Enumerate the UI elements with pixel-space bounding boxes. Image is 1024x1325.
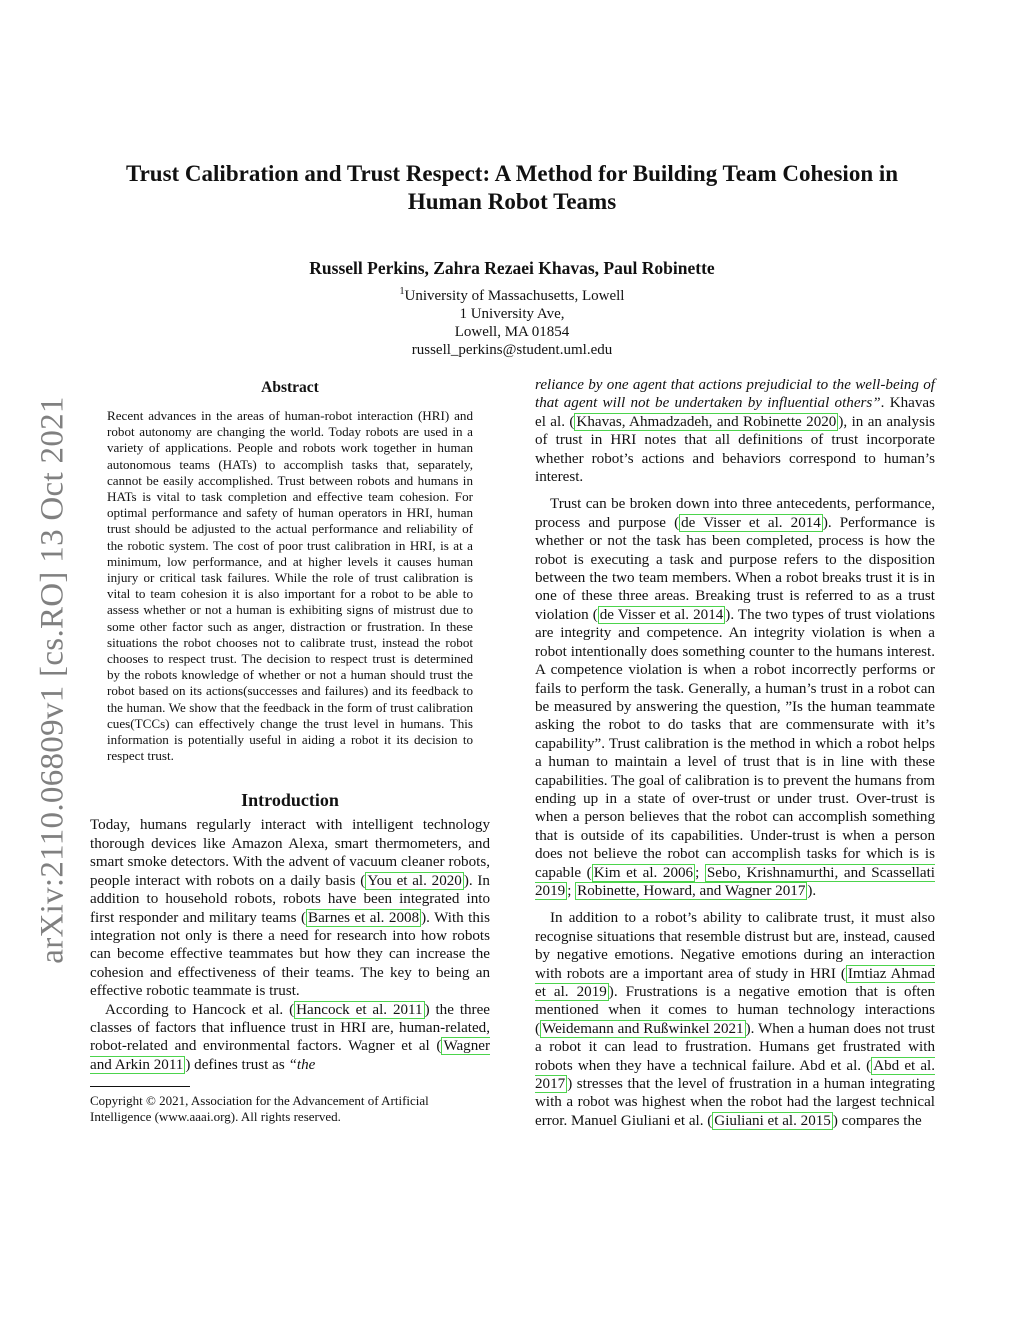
abstract-heading: Abstract bbox=[261, 379, 319, 396]
right-column bbox=[535, 376, 935, 1130]
right-p3-text-d: ). When a human does not trust a robot it can lead to frustration. Humans get frustrated with robots when they have a technical failure. Abd et al. ( bbox=[535, 1020, 935, 1074]
abstract-text: Recent advances in the areas of human-robot interaction (HRI) and robot autonomy are changing the world. Today robots are used in a variety of applications. People and robots work together in human autonomous teams (HATs) to accomplish tasks that, separately, cannot be easily accomplished. Trust between robots and humans in HATs is vital to task completion and effective team cohesion. For optimal performance and safety of human operators in HRI, human trust should be adjusted to the actual performance and reliability of the robotic system. The cost of poor trust calibration in HRI, is at a minimum, low performance, and at higher levels it causes human injury or critical task failures. While the role of trust calibration is vital to team cohesion it is also important for a robot to be able to assess whether or not a human is exhibiting signs of mistrust due to some other factor such as anger, distraction or frustration. In these situations the robot chooses not to calibrate trust, instead the robot chooses to respect trust. The decision to respect trust is determined by the robots knowledge of whether or not a human should trust the robot based on its actions(successes and failures) and its feedback to the human. We show that the feedback in the form of trust calibration cues(TCCs) can effectively change the trust level in humans. This information is potentially useful in aiding a robot it its decision to respect trust. bbox=[107, 408, 473, 764]
paper-title: Trust Calibration and Trust Respect: A Method for Building Team Cohesion in Human Robot Teams bbox=[125, 161, 899, 214]
right-p3-text-e: ) stresses that the level of frustration in a human integrating with a robot was highest when the robot had the largest technical error. Manuel Giuliani et al. ( bbox=[535, 1076, 935, 1129]
citation-link[interactable]: de Visser et al. 2014 bbox=[681, 514, 821, 531]
citation-link[interactable]: Sebo, Krishnamurthi, and Scassellati 2019 bbox=[535, 864, 935, 899]
affiliation-marker: 1 bbox=[399, 286, 405, 297]
citation-link[interactable]: Wagner and Arkin 2011 bbox=[90, 1038, 490, 1073]
citation-link[interactable]: Giuliani et al. 2015 bbox=[714, 1112, 831, 1129]
citation-link[interactable]: Weidemann and Rußwinkel 2021 bbox=[542, 1020, 744, 1037]
arxiv-stamp bbox=[28, 360, 78, 1000]
right-p1-text-b: . Khavas el al. ( bbox=[535, 395, 935, 430]
institution-name: University of Massachusetts, Lowell bbox=[404, 288, 625, 304]
right-p3-text-a: In addition to a robot’s ability to calibrate trust, it must also recognise situations that resemble distrust but are, instead, caused by negative emotions. Negative emotions during an interaction with robots are a important area of study in HRI ( bbox=[535, 910, 935, 982]
right-paragraph-1 bbox=[535, 376, 935, 486]
introduction-heading: Introduction bbox=[241, 790, 339, 811]
right-paragraph-2 bbox=[535, 495, 935, 900]
citation-link[interactable]: Imtiaz Ahmad et al. 2019 bbox=[535, 965, 935, 1000]
citation-link[interactable]: Khavas, Ahmadzadeh, and Robinette 2020 bbox=[576, 413, 837, 430]
right-paragraph-3 bbox=[535, 909, 935, 1130]
affiliation-street: 1 University Ave, bbox=[459, 306, 565, 322]
affiliation-institution bbox=[90, 283, 934, 305]
citation-link[interactable]: You et al. 2020 bbox=[367, 872, 462, 889]
right-p2-text-d: ). The two types of trust violations are integrity and competence. An integrity violation is when a robot intentionally does something counter to the humans interest. A competence violation is when a robot incorrectly performs or fails to perform the task. Generally, a human’s trust in a robot can be measured by answering the question, ”Is the human teammate asking the robot to do tasks that are commensurate with it’s capability”. Trust calibration is the method in which a robot helps a human to maintain a level of trust that is in line with these capabilities. The goal of calibration is to prevent the humans from ending up in a state of over-trust or under trust. Over-trust is when a person believes that the robot can accomplish something that is outside of its capabilities. Under-trust is when a person does not believe the robot can accomplish tasks for which is is capable ( bbox=[535, 606, 935, 881]
author-list: Russell Perkins, Zahra Rezaei Khavas, Paul Robinette bbox=[309, 258, 715, 278]
citation-link[interactable]: Robinette, Howard, and Wagner 2017 bbox=[577, 882, 806, 899]
copyright-footnote: Copyright © 2021, Association for the Advancement of Artificial Intelligence (www.aaai.org). All rights reserved. bbox=[90, 1093, 429, 1125]
affiliation-block bbox=[90, 283, 934, 359]
arxiv-stamp-text: arXiv:2110.06809v1 [cs.RO] 13 Oct 2021 bbox=[34, 396, 71, 964]
citation-link[interactable]: Hancock et al. 2011 bbox=[296, 1001, 423, 1018]
right-p3-text-f: ) compares the bbox=[832, 1112, 922, 1129]
intro-p2-text-a: According to Hancock et al. ( bbox=[105, 1001, 295, 1018]
right-p1-text-d: ), in an analysis of trust in HRI notes that all definitions of trust incorporate whether robot’s actions and behaviors correspond to human’s interest. bbox=[535, 413, 936, 486]
footnote-rule bbox=[90, 1086, 190, 1087]
right-p2-sep-2: ; bbox=[567, 882, 576, 899]
affiliation-city: Lowell, MA 01854 bbox=[454, 324, 570, 340]
intro-p2-text-d: ) defines trust as bbox=[185, 1056, 289, 1073]
citation-link[interactable]: Kim et al. 2006 bbox=[593, 864, 694, 881]
intro-p1-text-d: ). With this integration not only is there a need for research into how robots can become effective teammates but how they can increase the cohesion and effectiveness of their teams. The key to being an effective robotic teammate is trust. bbox=[90, 909, 490, 1000]
right-p2-text-b: ). Performance is whether or not the task has been completed, process is how the robot is executing a task and purpose refers to the disposition between the two team members. When a robot breaks trust it is in one of these three areas. Breaking trust is referred to as a trust violation ( bbox=[535, 514, 935, 623]
citation-link[interactable]: de Visser et al. 2014 bbox=[599, 606, 724, 623]
trust-definition-quote: reliance by one agent that actions prejudicial to the well-being of that agent will not be undertaken by influential others” bbox=[535, 377, 935, 412]
affiliation-email: russell_perkins@student.uml.edu bbox=[411, 342, 613, 358]
right-p2-text-a: Trust can be broken down into three antecedents, performance, process and purpose ( bbox=[535, 496, 935, 531]
intro-p2-text-b: ) the three classes of factors that influence trust in HRI are, human-related, robot-related and environmental factors. Wagner et al ( bbox=[90, 1001, 490, 1055]
right-p2-sep-1: ; bbox=[695, 864, 705, 881]
citation-link[interactable]: Abd et al. 2017 bbox=[535, 1057, 935, 1093]
intro-p1-text-b: ). In addition to household robots, robots have been integrated into first responder and military teams ( bbox=[90, 872, 490, 926]
right-p2-text-g: ). bbox=[807, 882, 817, 899]
intro-p1-text-a: Today, humans regularly interact with intelligent technology thorough devices like Amazon Alexa, smart thermometers, and smart smoke detectors. With the advent of vacuum cleaner robots, people interact with robots on a daily basis ( bbox=[90, 817, 490, 889]
intro-paragraph-1 bbox=[90, 816, 490, 1000]
left-column bbox=[90, 376, 490, 1125]
citation-link[interactable]: Barnes et al. 2008 bbox=[308, 909, 420, 926]
right-p3-text-b: ). Frustrations is a negative emotion that is often mentioned when it comes to human technology interactions ( bbox=[535, 984, 935, 1037]
intro-p2-quote-start: “the bbox=[288, 1056, 316, 1073]
intro-paragraph-2 bbox=[90, 1001, 490, 1075]
